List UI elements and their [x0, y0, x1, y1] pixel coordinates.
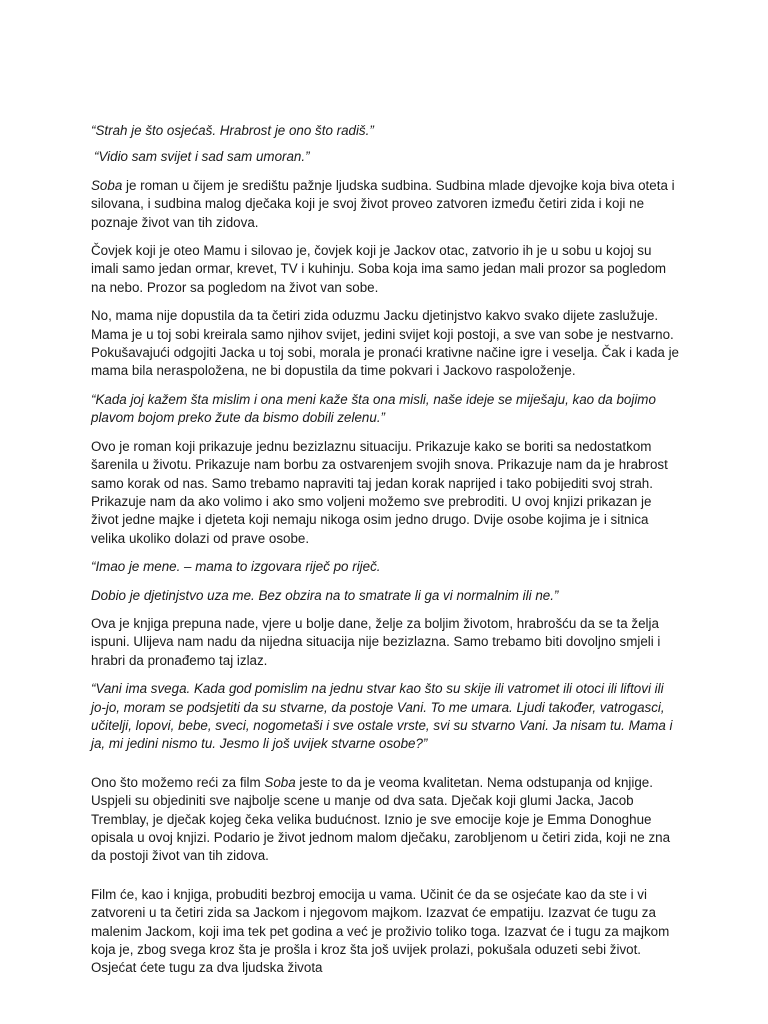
paragraph-text: jeste to da je veoma kvalitetan. Nema odstupanja od knjige. Uspjeli su objediniti sve najbolje scene u manje od dva sata. Dječak koji glumi Jacka, Jacob Tremblay, je dječak kojeg čeka velika budućnost. Iznio je sve emocije koje je Emma Donoghue opisala u ovoj knjizi. Podario je život jednom malom dječaku, zarobljenom u četiri zida, koji ne zna da postoji život van tih zidova. [91, 774, 671, 864]
document-body [91, 122, 681, 988]
paragraph [91, 177, 681, 232]
film-title: Soba [264, 774, 296, 790]
book-title: Soba [91, 177, 123, 193]
paragraph: Ovo je roman koji prikazuje jednu bezizlaznu situaciju. Prikazuje kako se boriti sa nedostatkom šarenila u životu. Prikazuje nam borbu za ostvarenjem svojih snova. Prikazuje nam da je hrabrost samo korak od nas. Samo trebamo napraviti taj jedan korak naprijed i tako pobijediti svoj strah. Prikazuje nam da ako volimo i ako smo voljeni možemo sve prebroditi. U ovoj knjizi prikazan je život jedne majke i djeteta koji nemaju nikoga osim jedno drugo. Dvije osobe kojima je i sitnica velika ukoliko dolazi od prave osobe. [91, 438, 668, 546]
epigraph-quote: “Vidio sam svijet i sad sam umoran.” [94, 149, 310, 165]
book-quote: “Vani ima svega. Kada god pomislim na jednu stvar kao što su skije ili vatromet ili otoci ili liftovi ili jo-jo, moram se podsjetiti da su stvarne, da postoje Vani. To me umara. Ljudi također, vatrogasci, učitelji, lopovi, bebe, sveci, nogometaši i sve ostale vrste, svi su stvarno Vani. Ja nisam tu. Mama i ja, mi jedini nismo tu. Jesmo li još uvijek stvarne osobe?” [91, 681, 673, 752]
paragraph-text: je roman u čijem je središtu pažnje ljudska sudbina. Sudbina mlade djevojke koja biva oteta i silovana, i sudbina malog dječaka koji je svoj život proveo zatvoren između četiri zida i koji ne poznaje život van tih zidova. [91, 177, 675, 230]
book-quote: “Kada joj kažem šta mislim i ona meni kaže šta ona misli, naše ideje se miješaju, kao da bojimo plavom bojom preko žute da bismo dobili zelenu.” [91, 391, 656, 426]
paragraph: No, mama nije dopustila da ta četiri zida oduzmu Jacku djetinjstvo kakvo svako dijete zaslužuje. Mama je u toj sobi kreirala samo njihov svijet, jedini svijet koji postoji, a sve van sobe je nestvarno. Pokušavajući odgojiti Jacka u toj sobi, morala je pronaći krativne načine igre i veselja. Čak i kada je mama bila neraspoložena, ne bi dopustila da time pokvari i Jackovo raspoloženje. [91, 308, 680, 379]
paragraph: Čovjek koji je oteo Mamu i silovao je, čovjek koji je Jackov otac, zatvorio ih je u sobu u kojoj su imali samo jedan ormar, krevet, TV i kuhinju. Soba koja ima samo jedan mali prozor sa pogledom na nebo. Prozor sa pogledom na život van sobe. [91, 243, 667, 295]
paragraph [91, 774, 681, 866]
book-quote: “Imao je mene. – mama to izgovara riječ po riječ. [91, 559, 381, 575]
book-quote: Dobio je djetinjstvo uza me. Bez obzira na to smatrate li ga vi normalnim ili ne.” [91, 587, 559, 603]
epigraph-quote: “Strah je što osjećaš. Hrabrost je ono što radiš.” [91, 123, 374, 138]
paragraph: Ova je knjiga prepuna nade, vjere u bolje dane, želje za boljim životom, hrabrošću da se ta želja ispuni. Ulijeva nam nadu da nijedna situacija nije bezizlazna. Samo trebamo biti dovoljno smjeli i hrabri da pronađemo taj izlaz. [91, 615, 661, 668]
paragraph-text: Ono što možemo reći za film [91, 774, 265, 790]
paragraph: Film će, kao i knjiga, probuditi bezbroj emocija u vama. Učinit će da se osjećate kao da ste i vi zatvoreni u ta četiri zida sa Jackom i njegovom majkom. Izazvat će empatiju. Izazvat će tugu za malenim Jackom, koji ima tek pet godina a već je proživio toliko toga. Izazvat će i tugu za majkom koja je, zbog svega kroz šta je prošla i kroz šta još uvijek prolazi, pokušala oduzeti sebi život. Osjećat ćete tugu za dva ljudska života [91, 886, 670, 976]
